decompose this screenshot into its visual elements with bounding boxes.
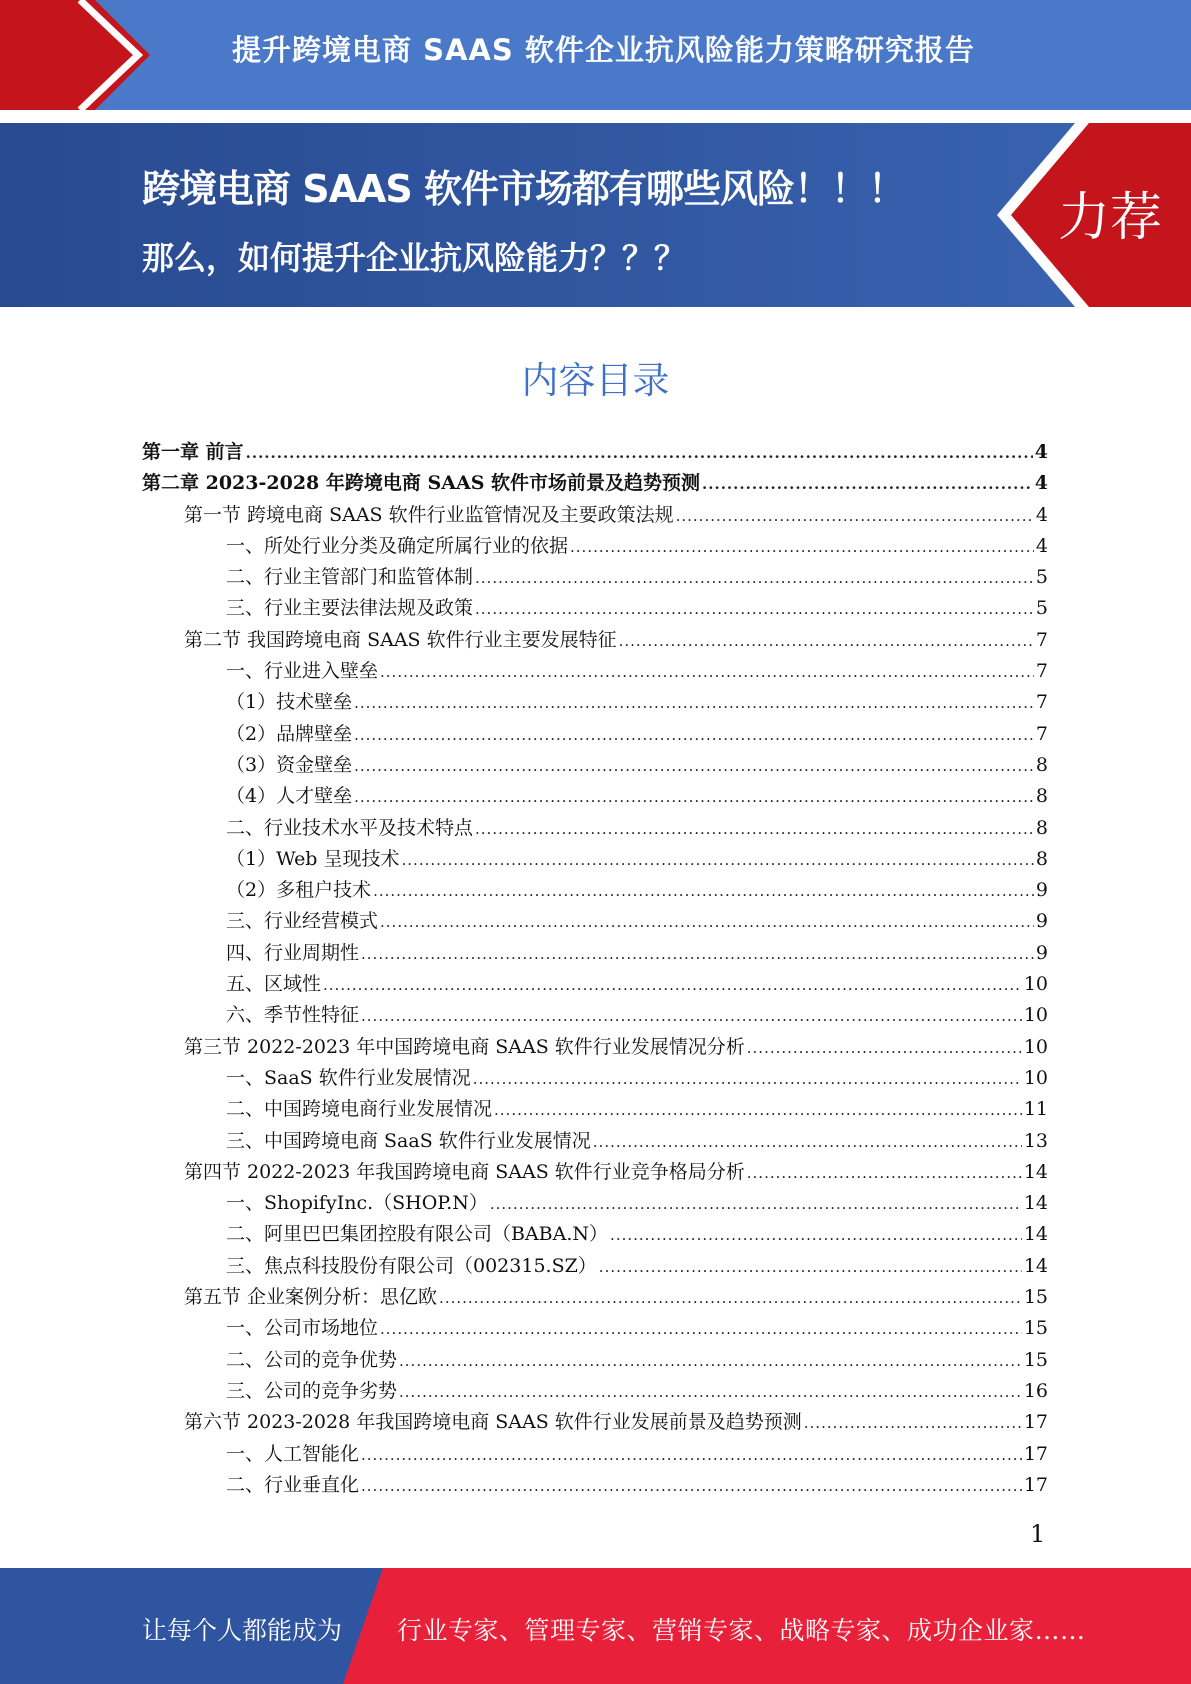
toc-entry[interactable]: （1）Web 呈现技术 ..... 8 xyxy=(142,844,1048,875)
toc-entry[interactable]: 三、公司的竞争劣势 ..... 16 xyxy=(142,1376,1048,1407)
hero-banner xyxy=(0,123,1191,307)
toc-entry[interactable]: 五、区域性 ..... 10 xyxy=(142,969,1048,1000)
table-of-contents xyxy=(142,437,1048,1501)
toc-entry[interactable]: 三、焦点科技股份有限公司（002315.SZ） ..... 14 xyxy=(142,1251,1048,1282)
toc-entry[interactable]: 一、人工智能化 ..... 17 xyxy=(142,1439,1048,1470)
toc-entry[interactable]: 第二节 我国跨境电商 SAAS 软件行业主要发展特征 ..... 7 xyxy=(142,625,1048,656)
top-banner xyxy=(0,0,1191,110)
hero-headline: 跨境电商 SAAS 软件市场都有哪些风险！！！ xyxy=(142,167,906,211)
toc-entry[interactable]: 三、行业经营模式 ..... 9 xyxy=(142,906,1048,937)
toc-entry[interactable]: 一、ShopifyInc.（SHOP.N） ..... 14 xyxy=(142,1188,1048,1219)
toc-entry[interactable]: 四、行业周期性 ..... 9 xyxy=(142,938,1048,969)
toc-entry[interactable]: 二、行业主管部门和监管体制 ..... 5 xyxy=(142,562,1048,593)
toc-entry[interactable]: 二、中国跨境电商行业发展情况 ..... 11 xyxy=(142,1094,1048,1125)
toc-entry[interactable]: （4）人才壁垒 ..... 8 xyxy=(142,781,1048,812)
toc-entry[interactable]: （3）资金壁垒 ..... 8 xyxy=(142,750,1048,781)
toc-entry[interactable]: 二、公司的竞争优势 ..... 15 xyxy=(142,1345,1048,1376)
toc-entry[interactable]: （1）技术壁垒 ..... 7 xyxy=(142,687,1048,718)
toc-entry[interactable]: 三、中国跨境电商 SaaS 软件行业发展情况 ..... 13 xyxy=(142,1126,1048,1157)
toc-entry[interactable]: 第五节 企业案例分析：思亿欧 ..... 15 xyxy=(142,1282,1048,1313)
recommend-badge-label: 力荐 xyxy=(1058,188,1163,248)
toc-entry[interactable]: 第四节 2022-2023 年我国跨境电商 SAAS 软件行业竞争格局分析 ..... 14 xyxy=(142,1157,1048,1188)
toc-entry[interactable]: 二、行业技术水平及技术特点 ..... 8 xyxy=(142,813,1048,844)
toc-entry[interactable]: 第二章 2023-2028 年跨境电商 SAAS 软件市场前景及趋势预测 ..... 4 xyxy=(142,468,1048,499)
toc-entry[interactable]: 第一章 前言 ..... 4 xyxy=(142,437,1048,468)
toc-entry[interactable]: 一、行业进入壁垒 ..... 7 xyxy=(142,656,1048,687)
toc-entry[interactable]: 第六节 2023-2028 年我国跨境电商 SAAS 软件行业发展前景及趋势预测 ..... 17 xyxy=(142,1407,1048,1438)
report-title: 提升跨境电商 SAAS 软件企业抗风险能力策略研究报告 xyxy=(232,33,975,67)
footer-banner xyxy=(0,1568,1191,1684)
toc-entry[interactable]: 一、SaaS 软件行业发展情况 ..... 10 xyxy=(142,1063,1048,1094)
red-chevron-decoration xyxy=(0,0,160,110)
toc-entry[interactable]: （2）多租户技术 ..... 9 xyxy=(142,875,1048,906)
footer-slogan-lead: 让每个人都能成为 xyxy=(142,1616,343,1645)
toc-entry[interactable]: 六、季节性特征 ..... 10 xyxy=(142,1000,1048,1031)
toc-entry[interactable]: 一、所处行业分类及确定所属行业的依据 ..... 4 xyxy=(142,531,1048,562)
toc-entry[interactable]: 二、阿里巴巴集团控股有限公司（BABA.N） ..... 14 xyxy=(142,1219,1048,1250)
toc-entry[interactable]: 第三节 2022-2023 年中国跨境电商 SAAS 软件行业发展情况分析 ..... 10 xyxy=(142,1032,1048,1063)
toc-entry[interactable]: 三、行业主要法律法规及政策 ..... 5 xyxy=(142,593,1048,624)
toc-entry[interactable]: 二、行业垂直化 ..... 17 xyxy=(142,1470,1048,1501)
toc-entry[interactable]: （2）品牌壁垒 ..... 7 xyxy=(142,719,1048,750)
footer-slogan-roles: 行业专家、管理专家、营销专家、战略专家、成功企业家…… xyxy=(397,1616,1086,1645)
toc-heading: 内容目录 xyxy=(521,359,670,402)
toc-entry[interactable]: 一、公司市场地位 ..... 15 xyxy=(142,1313,1048,1344)
toc-entry[interactable]: 第一节 跨境电商 SAAS 软件行业监管情况及主要政策法规 ..... 4 xyxy=(142,500,1048,531)
hero-subheadline: 那么，如何提升企业抗风险能力？？？ xyxy=(142,239,687,277)
page-number: 1 xyxy=(1030,1520,1046,1548)
